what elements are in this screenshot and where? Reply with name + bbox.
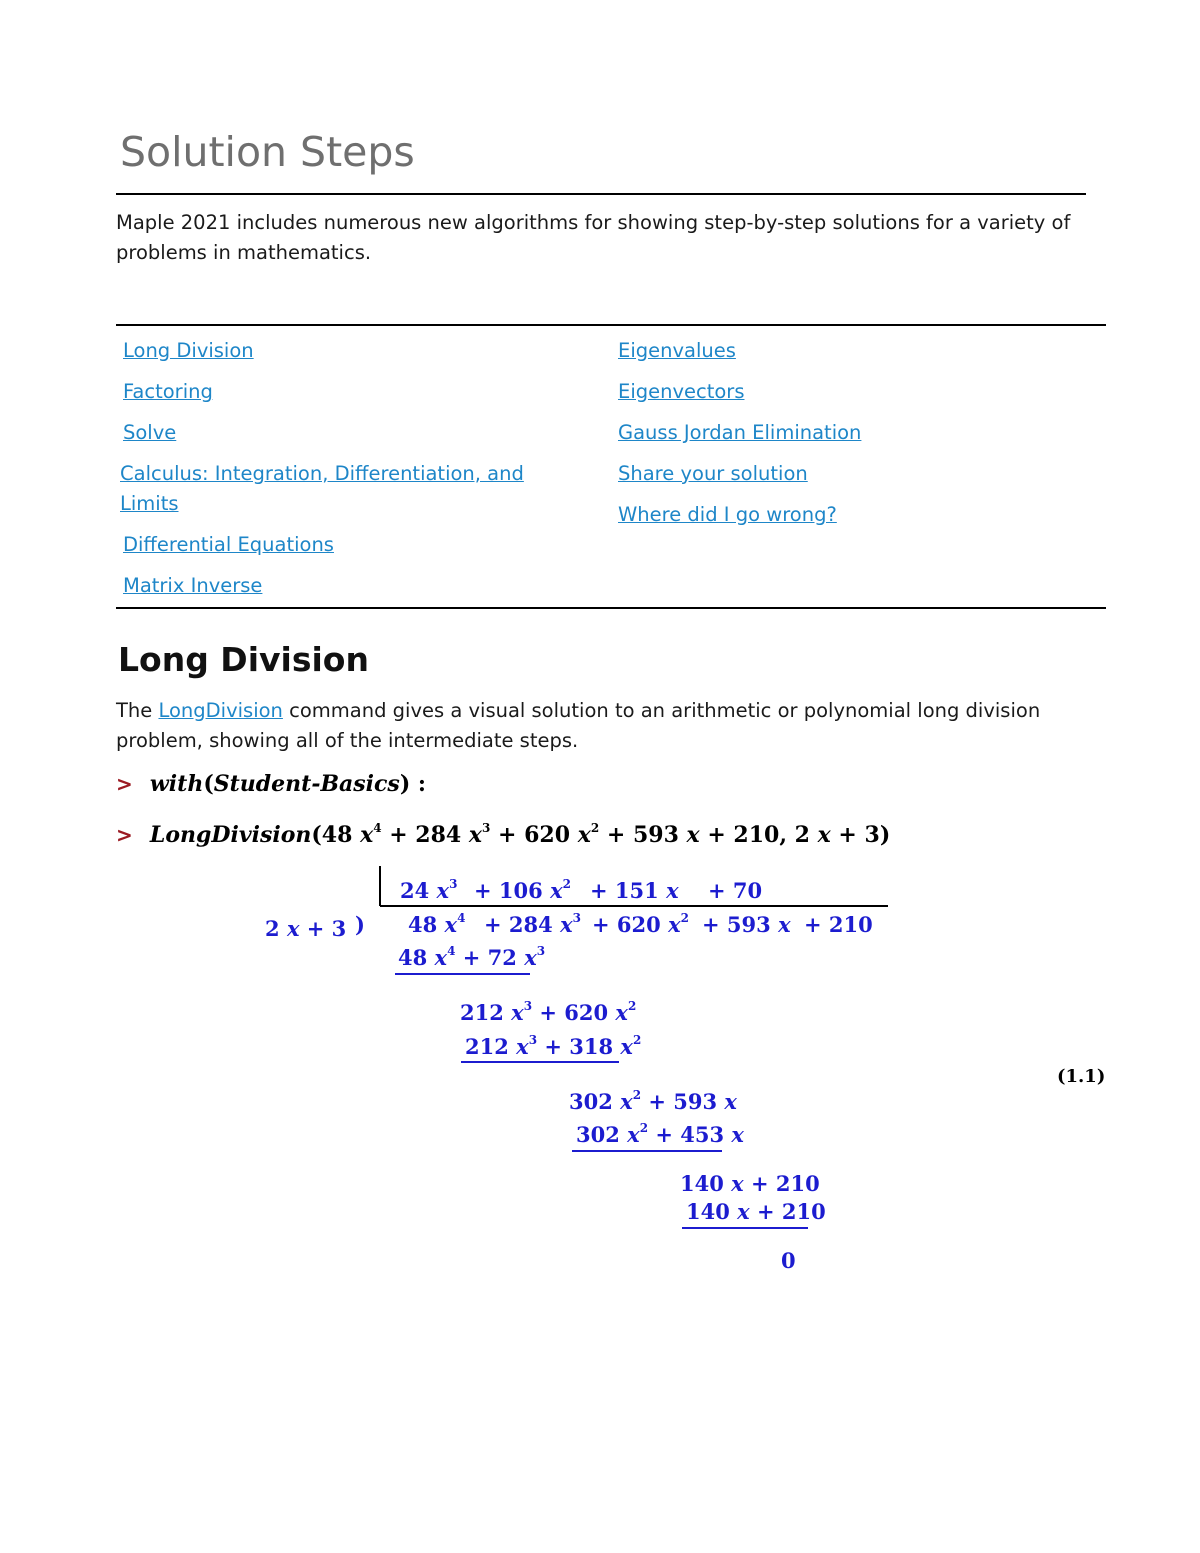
subtract-row: 212 $x^3 + 318$ $x^2$	[465, 1033, 642, 1059]
toc-link-eigenvalues[interactable]: Eigenvalues	[618, 339, 736, 362]
subtract-line	[461, 1061, 619, 1063]
toc-link-eigenvectors[interactable]: Eigenvectors	[618, 380, 745, 403]
command-line-2[interactable]	[116, 822, 890, 848]
toc-link-long-division[interactable]: Long Division	[123, 339, 254, 362]
section-paragraph: The LongDivision command gives a visual solution to an arithmetic or polynomial long division problem, showing all of the intermediate steps.	[116, 699, 1041, 752]
division-bracket	[379, 866, 381, 906]
toc-link-factoring[interactable]: Factoring	[123, 380, 213, 403]
toc-link-share-solution[interactable]: Share your solution	[618, 462, 808, 485]
subtract-line	[395, 973, 530, 975]
dividend-term: 48 $x^4$	[408, 911, 466, 937]
toc-link-solve[interactable]: Solve	[123, 421, 177, 444]
prompt-icon: >	[116, 823, 133, 847]
dividend-term: + 620 $x^2$	[592, 911, 689, 937]
final-remainder: 0	[781, 1248, 796, 1273]
quotient-term: + 70	[708, 878, 763, 903]
quotient-term: + 106 $x^2$	[474, 877, 571, 903]
remainder-row: 302 $x^2 + 593$ x	[569, 1088, 737, 1114]
subtract-row: 302 $x^2 + 453$ x	[576, 1121, 744, 1147]
subtract-row: 140 x + 210	[686, 1199, 826, 1224]
subtract-line	[682, 1227, 808, 1229]
subtract-row: 48 $x^4 + 72$ $x^3$	[398, 944, 546, 970]
toc-link-where-wrong[interactable]: Where did I go wrong?	[618, 503, 837, 526]
dividend-term: + 593 x	[702, 912, 791, 937]
command-line-1[interactable]	[116, 771, 426, 797]
page-title: Solution Steps	[120, 128, 415, 176]
division-bar	[380, 905, 888, 907]
remainder-row: 212 $x^3 + 620$ $x^2$	[460, 999, 637, 1025]
toc-link-gauss-jordan[interactable]: Gauss Jordan Elimination	[618, 421, 862, 444]
with-command: with(Student-Basics) :	[149, 771, 427, 797]
intro-text: Maple 2021 includes numerous new algorithms for showing step-by-step solutions for a variety of problems in mathematics.	[116, 211, 1071, 264]
quotient-term: + 151 x	[590, 878, 679, 903]
remainder-row: 140 x + 210	[680, 1171, 820, 1196]
toc-top-divider	[116, 324, 1106, 326]
quotient-term: 24 $x^3$	[400, 877, 458, 903]
subtract-line	[572, 1150, 722, 1152]
prompt-icon: >	[116, 772, 133, 796]
longdivision-link[interactable]: LongDivision	[158, 699, 283, 722]
bracket-paren: )	[355, 912, 365, 937]
toc-link-matrix-inverse[interactable]: Matrix Inverse	[123, 574, 263, 597]
section-heading: Long Division	[118, 640, 369, 679]
toc-link-calculus-cont[interactable]: Limits	[120, 492, 179, 515]
divisor: 2 x + 3	[265, 916, 347, 941]
equation-label: (1.1)	[1057, 1066, 1106, 1087]
dividend-term: + 284 $x^3$	[484, 911, 581, 937]
dividend-term: + 210	[804, 912, 873, 937]
toc-link-calculus[interactable]: Calculus: Integration, Differentiation, and	[120, 462, 524, 485]
toc-link-differential-equations[interactable]: Differential Equations	[123, 533, 334, 556]
title-divider	[116, 193, 1086, 195]
toc-bottom-divider	[116, 607, 1106, 609]
longdivision-command: LongDivision(48 $x^4 + 284$ $x^3 + 620$ $x^2 + 593$ x + 210, 2 x + 3)	[149, 821, 891, 848]
